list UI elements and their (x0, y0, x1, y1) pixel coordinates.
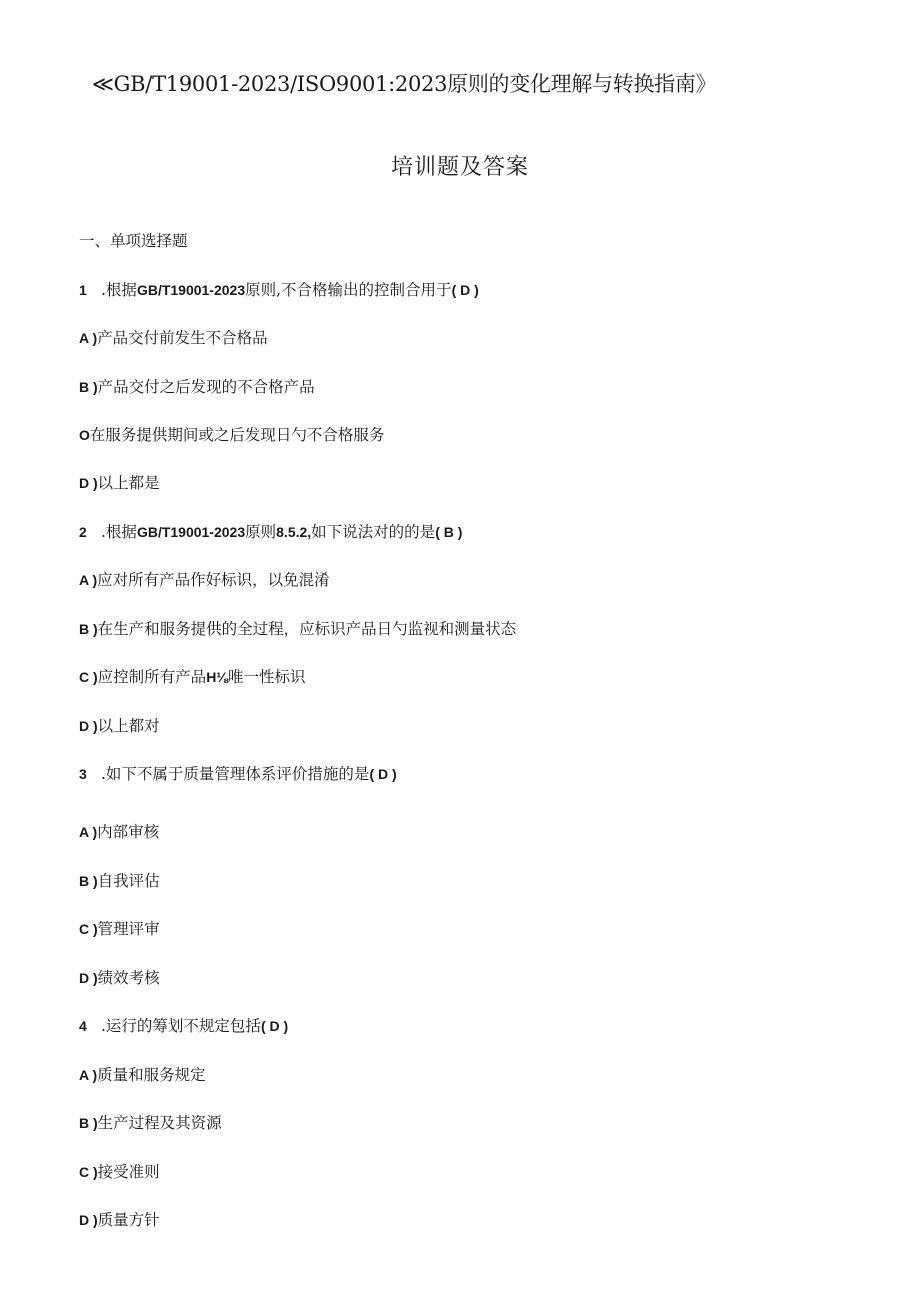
question-number: 3 (79, 766, 87, 782)
question-number: 2 (79, 524, 87, 540)
option-text: 内部审核 (97, 823, 160, 841)
option-d (79, 714, 160, 736)
document-subtitle: 培训题及答案 (390, 155, 529, 180)
option-d (79, 471, 160, 493)
question-2 (79, 520, 462, 542)
option-marker: C ) (79, 1164, 98, 1180)
question-number: 1 (79, 282, 87, 298)
option-marker: A ) (79, 824, 98, 840)
option-text: 应对所有产品作好标识，以免混淆 (97, 571, 330, 589)
option-c (79, 917, 160, 939)
option-marker: C ) (79, 921, 98, 937)
option-marker: D ) (79, 475, 98, 491)
section-heading: 一、单项选择题 (79, 232, 188, 250)
option-text: 以上都是 (97, 474, 160, 492)
answer-key: ( D ) (451, 282, 479, 298)
option-marker: A ) (79, 1067, 98, 1083)
option-text: 接受准则 (97, 1163, 160, 1181)
option-a (79, 1063, 206, 1085)
option-marker: B ) (79, 873, 98, 889)
question-text: .运行的筹划不规定包括 (101, 1017, 261, 1035)
option-text: 在生产和服务提供的全过程，应标识产品日勺监视和测量状态 (97, 620, 517, 638)
question-prefix: .根据 (101, 523, 137, 541)
option-c (79, 1160, 160, 1182)
document-title: ≪GB/T19001-2023/ISO9001:2023原则的变化理解与转换指南》 (92, 72, 717, 96)
question-text: 原则 (245, 523, 277, 541)
clause-number: 8.5.2, (276, 524, 312, 540)
option-a (79, 568, 330, 590)
option-text: 生产过程及其资源 (97, 1114, 222, 1132)
option-text: 管理评审 (97, 920, 160, 938)
option-a (79, 326, 268, 348)
question-text-2: 如下说法对的的是 (311, 523, 436, 541)
option-marker: B ) (79, 1115, 98, 1131)
option-text: 产品交付之后发现的不合格产品 (97, 378, 315, 396)
question-number: 4 (79, 1018, 87, 1034)
option-text-bold: H⅛ (206, 669, 228, 685)
option-text: 应控制所有产品 (97, 668, 207, 686)
option-text: 产品交付前发生不合格品 (97, 329, 268, 347)
option-b (79, 617, 516, 639)
standard-code: GB/T19001-2023 (136, 282, 246, 298)
option-b (79, 375, 315, 397)
option-c (79, 665, 306, 687)
question-prefix: .根据 (101, 281, 137, 299)
option-text: 自我评估 (97, 872, 160, 890)
option-marker: O (79, 427, 90, 443)
option-marker: B ) (79, 621, 98, 637)
option-text-2: 唯一性标识 (227, 668, 306, 686)
option-d (79, 966, 160, 988)
option-a (79, 820, 159, 842)
option-marker: A ) (79, 572, 98, 588)
option-marker: D ) (79, 970, 98, 986)
option-marker: C ) (79, 669, 98, 685)
option-c (79, 423, 384, 445)
standard-code: GB/T19001-2023 (136, 524, 246, 540)
option-b (79, 869, 160, 891)
question-text: 原则,不合格输出的控制合用于 (245, 281, 452, 299)
answer-key: ( B ) (435, 524, 463, 540)
option-d (79, 1208, 160, 1230)
question-3 (79, 762, 397, 784)
answer-key: ( D ) (369, 766, 397, 782)
option-marker: D ) (79, 1212, 98, 1228)
option-b (79, 1111, 222, 1133)
question-text: .如下不属于质量管理体系评价措施的是 (101, 765, 370, 783)
option-marker: A ) (79, 330, 98, 346)
option-text: 质量和服务规定 (97, 1066, 206, 1084)
option-marker: B ) (79, 379, 98, 395)
option-text: 绩效考核 (97, 969, 160, 987)
question-1 (79, 278, 479, 300)
option-text: 质量方针 (97, 1211, 160, 1229)
question-4 (79, 1014, 288, 1036)
option-text: 在服务提供期间或之后发现日勺不合格服务 (89, 426, 385, 444)
option-text: 以上都对 (97, 717, 160, 735)
answer-key: ( D ) (260, 1018, 289, 1034)
option-marker: D ) (79, 718, 98, 734)
